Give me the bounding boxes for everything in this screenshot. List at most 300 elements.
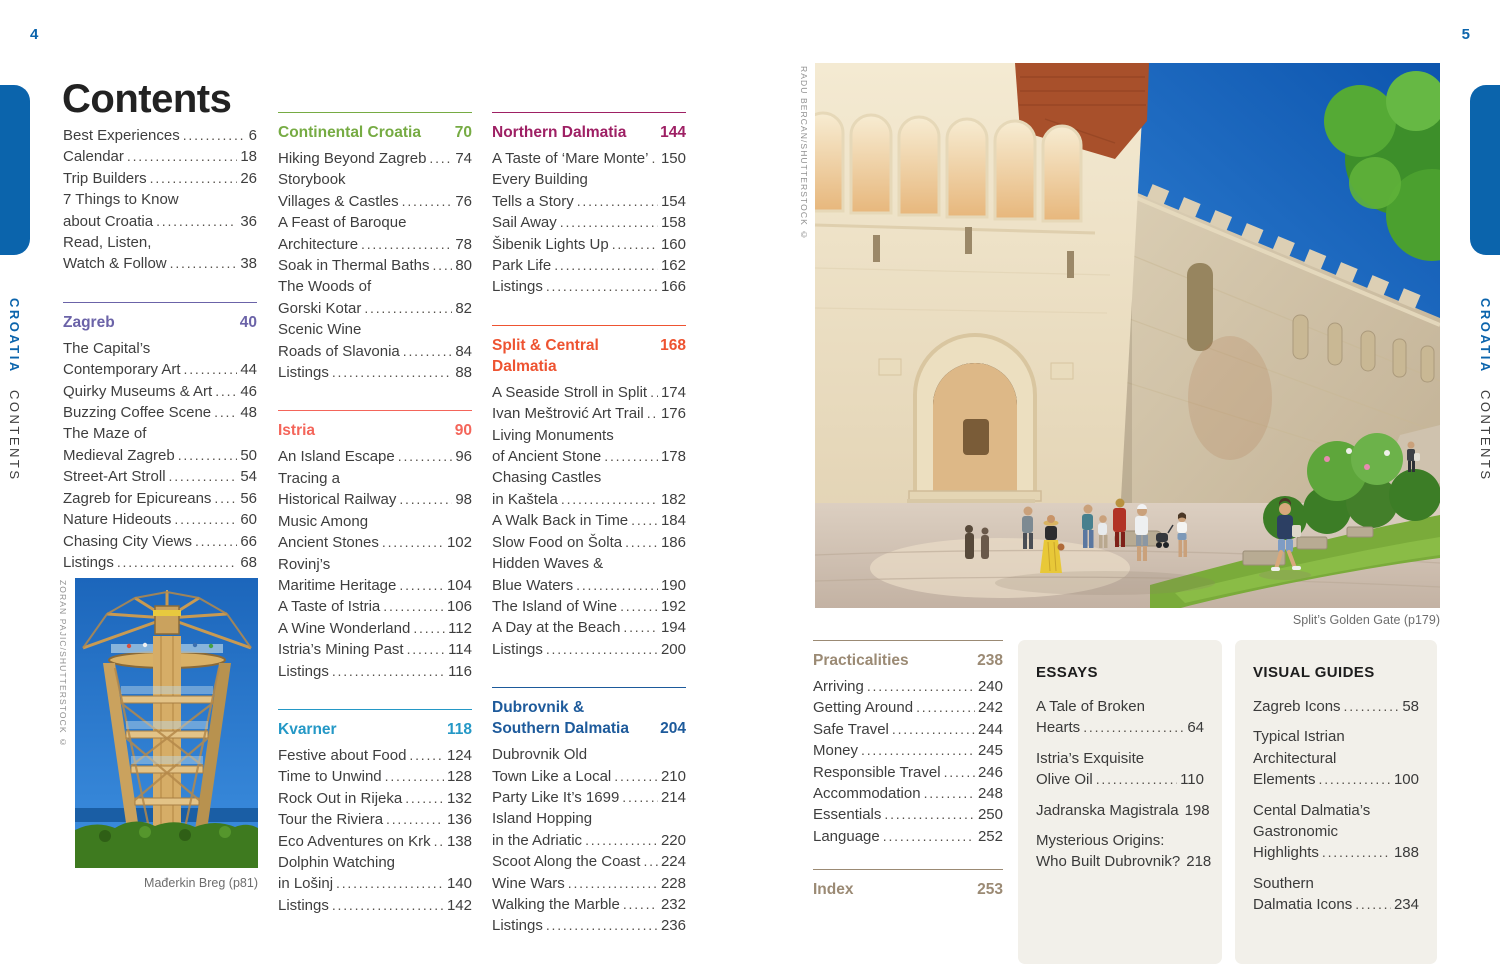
- entry-page-number: 50: [240, 446, 257, 464]
- toc-entry: Dolphin Watching in Lošinj ..... 140: [278, 852, 472, 895]
- dot-leader: [336, 873, 444, 894]
- section-heading: ESSAYS: [1036, 664, 1098, 681]
- toc-entry: Buzzing Coffee Scene ..... 48: [63, 402, 257, 423]
- dot-leader: [561, 489, 658, 510]
- dot-leader: [647, 403, 658, 424]
- toc-entry: Trip Builders ..... 26: [63, 168, 257, 189]
- northern-dalmatia-section: [492, 112, 686, 298]
- dot-leader: [585, 830, 658, 851]
- section-page-number: 118: [446, 720, 472, 738]
- toc-entry: Listings ..... 236: [492, 915, 686, 936]
- dot-leader: [1322, 842, 1391, 863]
- entry-page-number: 162: [660, 257, 686, 275]
- entry-page-number: 224: [660, 853, 686, 871]
- entry-page-number: 38: [240, 255, 257, 273]
- section-entries: [1036, 696, 1212, 873]
- dot-leader: [867, 676, 975, 697]
- toc-entry: Listings ..... 116: [278, 661, 472, 682]
- entry-page-number: 190: [660, 576, 686, 594]
- toc-entry: Rovinj’s Maritime Heritage ..... 104: [278, 554, 472, 597]
- left-sidebar-book-title: CROATIA: [7, 298, 22, 374]
- toc-entry: Calendar ..... 18: [63, 146, 257, 167]
- entry-page-number: 116: [448, 662, 472, 680]
- golden-gate-photo-credit: RADU BERCAN/SHUTTERSTOCK ©: [799, 66, 809, 241]
- toc-entry: The Island of Wine ..... 192: [492, 596, 686, 617]
- toc-column-4: [813, 640, 1003, 927]
- section-heading: Zagreb 40: [63, 313, 257, 331]
- entry-page-number: 248: [977, 785, 1003, 803]
- dubrovnik-southern-dalmatia-section: [492, 687, 686, 937]
- entry-page-number: 26: [240, 169, 257, 187]
- toc-entry: Listings ..... 68: [63, 552, 257, 573]
- dot-leader: [1344, 696, 1400, 717]
- entry-page-number: 124: [446, 746, 472, 764]
- zagreb-section: [63, 302, 257, 573]
- front-matter-section: [63, 125, 257, 275]
- dot-leader: [892, 719, 975, 740]
- section-entries: [813, 676, 1003, 847]
- entry-page-number: 6: [248, 127, 257, 144]
- entry-page-number: 188: [1393, 844, 1419, 862]
- dot-leader: [560, 212, 658, 233]
- dot-leader: [568, 873, 658, 894]
- entry-page-number: 250: [977, 806, 1003, 824]
- entry-page-number: 136: [446, 811, 472, 829]
- toc-entry: Listings ..... 88: [278, 362, 472, 383]
- section-divider: [63, 302, 257, 303]
- toc-entry: Typical Istrian Architectural Elements ..... 100: [1253, 726, 1419, 790]
- entry-page-number: 228: [660, 874, 686, 892]
- entry-page-number: 110: [1180, 771, 1204, 789]
- dot-leader: [332, 895, 444, 916]
- entry-page-number: 154: [660, 192, 686, 210]
- toc-entry: Soak in Thermal Baths ..... 80: [278, 255, 472, 276]
- toc-entry: Safe Travel ..... 244: [813, 719, 1003, 740]
- dot-leader: [429, 148, 452, 169]
- entry-page-number: 76: [455, 192, 472, 210]
- section-entries: [278, 148, 472, 383]
- section-page-number: 168: [660, 336, 686, 354]
- entry-page-number: 218: [1186, 853, 1212, 871]
- entry-page-number: 234: [1393, 896, 1419, 914]
- toc-entry: Sail Away ..... 158: [492, 212, 686, 233]
- dot-leader: [623, 894, 658, 915]
- entry-page-number: 132: [446, 789, 472, 807]
- dot-leader: [546, 639, 658, 660]
- toc-entry: Listings ..... 166: [492, 276, 686, 297]
- toc-entry: Quirky Museums & Art ..... 46: [63, 381, 257, 402]
- toc-entry: Listings ..... 142: [278, 895, 472, 916]
- toc-entry: A Feast of Baroque Architecture ..... 78: [278, 212, 472, 255]
- golden-gate-photo: [815, 63, 1440, 608]
- dot-leader: [622, 787, 658, 808]
- split-central-dalmatia-section: [492, 325, 686, 660]
- dot-leader: [884, 804, 975, 825]
- golden-gate-illustration: [815, 63, 1440, 608]
- entry-page-number: 74: [455, 150, 472, 167]
- entry-page-number: 68: [240, 553, 257, 571]
- entry-page-number: 106: [446, 598, 472, 616]
- entry-page-number: 56: [240, 489, 257, 507]
- dot-leader: [861, 740, 975, 761]
- dot-leader: [631, 510, 658, 531]
- section-heading: Index 253: [813, 881, 1003, 899]
- entry-page-number: 236: [660, 917, 686, 935]
- dot-leader: [434, 831, 444, 852]
- entry-page-number: 214: [660, 788, 686, 806]
- toc-entry: Wine Wars ..... 228: [492, 873, 686, 894]
- dot-leader: [650, 382, 658, 403]
- page-title: Contents: [62, 76, 232, 121]
- dot-leader: [620, 596, 658, 617]
- toc-entry: Street-Art Stroll ..... 54: [63, 466, 257, 487]
- toc-entry: Island Hopping in the Adriatic ..... 220: [492, 808, 686, 851]
- section-entries: [278, 745, 472, 916]
- section-entries: [492, 382, 686, 660]
- entry-page-number: 98: [455, 491, 472, 509]
- dot-leader: [614, 766, 658, 787]
- entry-page-number: 160: [660, 235, 686, 253]
- tower-illustration: [75, 578, 258, 868]
- section-entries: [278, 446, 472, 681]
- section-entries: [63, 125, 257, 275]
- entry-page-number: 46: [240, 382, 257, 400]
- toc-entry: Time to Unwind ..... 128: [278, 766, 472, 787]
- dot-leader: [398, 446, 453, 467]
- toc-entry: A Taste of Istria ..... 106: [278, 596, 472, 617]
- toc-entry: Language ..... 252: [813, 826, 1003, 847]
- section-heading: VISUAL GUIDES: [1253, 664, 1375, 681]
- practicalities-section: [813, 640, 1003, 847]
- right-page-number: 5: [1461, 26, 1470, 43]
- toc-entry: Hiking Beyond Zagreb ..... 74: [278, 148, 472, 169]
- toc-entry: Getting Around ..... 242: [813, 697, 1003, 718]
- dot-leader: [643, 851, 658, 872]
- left-chapter-tab: [0, 85, 30, 255]
- entry-page-number: 200: [660, 640, 686, 658]
- entry-page-number: 182: [660, 490, 686, 508]
- toc-entry: Hidden Waves & Blue Waters ..... 190: [492, 553, 686, 596]
- toc-entry: 7 Things to Know about Croatia ..... 36: [63, 189, 257, 232]
- entry-page-number: 244: [977, 720, 1003, 738]
- toc-entry: Music Among Ancient Stones ..... 102: [278, 511, 472, 554]
- toc-entry: Slow Food on Šolta ..... 186: [492, 532, 686, 553]
- dot-leader: [651, 148, 658, 169]
- dot-leader: [1083, 717, 1184, 738]
- section-page-number: 253: [977, 881, 1003, 899]
- kvarner-section: [278, 709, 472, 916]
- left-sidebar-section-title: CONTENTS: [7, 389, 22, 482]
- entry-page-number: 54: [240, 468, 257, 486]
- section-heading: Southern Dalmatia 204: [492, 720, 686, 738]
- dot-leader: [413, 618, 445, 639]
- toc-entry: Ivan Meštrović Art Trail ..... 176: [492, 403, 686, 424]
- entry-page-number: 246: [977, 763, 1003, 781]
- entry-page-number: 60: [240, 511, 257, 529]
- toc-entry: Jadranska Magistrala 198: [1036, 800, 1204, 821]
- section-divider: [492, 687, 686, 688]
- toc-entry: Responsible Travel ..... 246: [813, 762, 1003, 783]
- visual-guides-box: [1235, 640, 1437, 964]
- entry-page-number: 242: [977, 699, 1003, 717]
- section-divider: [278, 709, 472, 710]
- entry-page-number: 64: [1187, 719, 1204, 737]
- dot-leader: [604, 446, 658, 467]
- entry-page-number: 102: [446, 534, 472, 552]
- toc-entry: Cental Dalmatia’s Gastronomic Highlights ..... 188: [1253, 800, 1419, 864]
- toc-entry: A Walk Back in Time ..... 184: [492, 510, 686, 531]
- toc-entry: Money ..... 245: [813, 740, 1003, 761]
- dot-leader: [364, 298, 452, 319]
- section-heading: Dubrovnik &: [492, 699, 585, 717]
- toc-entry: Park Life ..... 162: [492, 255, 686, 276]
- toc-entry: Zagreb for Epicureans ..... 56: [63, 488, 257, 509]
- toc-entry: Storybook Villages & Castles ..... 76: [278, 169, 472, 212]
- entry-page-number: 96: [455, 448, 472, 466]
- left-page-number: 4: [30, 26, 39, 43]
- right-chapter-tab: [1470, 85, 1500, 255]
- entry-page-number: 176: [660, 405, 686, 423]
- toc-entry: Eco Adventures on Krk ..... 138: [278, 831, 472, 852]
- dot-leader: [214, 402, 237, 423]
- section-heading: Practicalities 238: [813, 652, 1003, 669]
- dot-leader: [546, 276, 658, 297]
- toc-entry: A Tale of Broken Hearts ..... 64: [1036, 696, 1204, 739]
- section-heading: Split & Central Dalmatia 168: [492, 336, 686, 375]
- entry-page-number: 178: [660, 448, 686, 466]
- dot-leader: [546, 915, 658, 936]
- toc-entry: Festive about Food ..... 124: [278, 745, 472, 766]
- section-heading: Istria 90: [278, 422, 472, 440]
- dot-leader: [385, 766, 444, 787]
- toc-entry: Living Monuments of Ancient Stone ..... 178: [492, 425, 686, 468]
- entry-page-number: 138: [446, 832, 472, 850]
- toc-entry: A Seaside Stroll in Split ..... 174: [492, 382, 686, 403]
- dot-leader: [399, 489, 452, 510]
- entry-page-number: 18: [240, 148, 257, 166]
- dot-leader: [944, 762, 975, 783]
- entry-page-number: 232: [660, 895, 686, 913]
- dot-leader: [403, 341, 453, 362]
- section-page-number: 204: [660, 720, 686, 738]
- entry-page-number: 66: [240, 532, 257, 550]
- entry-page-number: 58: [1402, 698, 1419, 715]
- right-sidebar-book-title: CROATIA: [1478, 298, 1493, 374]
- dot-leader: [623, 617, 658, 638]
- dot-leader: [554, 255, 658, 276]
- dot-leader: [386, 809, 444, 830]
- toc-entry: An Island Escape ..... 96: [278, 446, 472, 467]
- dot-leader: [402, 191, 453, 212]
- section-entries: [492, 744, 686, 937]
- dot-leader: [183, 125, 246, 146]
- dot-leader: [916, 697, 975, 718]
- toc-entry: Party Like It’s 1699 ..... 214: [492, 787, 686, 808]
- section-divider: [492, 325, 686, 326]
- toc-entry: Dubrovnik Old Town Like a Local ..... 210: [492, 744, 686, 787]
- right-sidebar-label: [1478, 298, 1493, 481]
- toc-column-3: [492, 112, 686, 964]
- entry-page-number: 82: [455, 299, 472, 317]
- toc-entry: A Taste of ‘Mare Monte’ ..... 150: [492, 148, 686, 169]
- dot-leader: [174, 509, 237, 530]
- entry-page-number: 128: [446, 768, 472, 786]
- dot-leader: [1355, 894, 1391, 915]
- toc-entry: Read, Listen, Watch & Follow ..... 38: [63, 232, 257, 275]
- dot-leader: [332, 661, 445, 682]
- toc-entry: Istria’s Mining Past ..... 114: [278, 639, 472, 660]
- toc-entry: Mysterious Origins: Who Built Dubrovnik? 218: [1036, 830, 1204, 873]
- section-divider: [813, 640, 1003, 641]
- entry-page-number: 48: [240, 404, 257, 422]
- toc-entry: Zagreb Icons ..... 58: [1253, 696, 1419, 717]
- toc-entry: The Woods of Gorski Kotar ..... 82: [278, 276, 472, 319]
- entry-page-number: 114: [448, 641, 472, 659]
- toc-entry: Essentials ..... 250: [813, 804, 1003, 825]
- toc-entry: Best Experiences ..... 6: [63, 125, 257, 146]
- tower-caption: Mađerkin Breg (p81): [144, 876, 258, 890]
- toc-entry: Tracing a Historical Railway ..... 98: [278, 468, 472, 511]
- dot-leader: [178, 445, 238, 466]
- toc-entry: Southern Dalmatia Icons ..... 234: [1253, 873, 1419, 916]
- dot-leader: [383, 596, 444, 617]
- dot-leader: [612, 234, 658, 255]
- toc-column-2: [278, 112, 472, 943]
- dot-leader: [405, 788, 444, 809]
- entry-page-number: 78: [455, 235, 472, 253]
- entry-page-number: 84: [455, 342, 472, 360]
- dot-leader: [407, 639, 445, 660]
- dot-leader: [195, 531, 237, 552]
- toc-entry: Nature Hideouts ..... 60: [63, 509, 257, 530]
- toc-entry: Šibenik Lights Up ..... 160: [492, 234, 686, 255]
- entry-page-number: 100: [1393, 771, 1419, 789]
- entry-page-number: 80: [455, 257, 472, 275]
- dot-leader: [361, 234, 452, 255]
- dot-leader: [332, 362, 452, 383]
- dot-leader: [382, 532, 444, 553]
- entry-page-number: 174: [660, 383, 686, 401]
- entry-page-number: 104: [446, 576, 472, 594]
- toc-entry: A Wine Wonderland ..... 112: [278, 618, 472, 639]
- entry-page-number: 210: [660, 767, 686, 785]
- tower-photo-credit: ZORAN PAJIC/SHUTTERSTOCK ©: [58, 580, 68, 749]
- dot-leader: [169, 466, 238, 487]
- dot-leader: [215, 381, 237, 402]
- dot-leader: [576, 575, 658, 596]
- entry-page-number: 198: [1184, 801, 1210, 819]
- toc-entry: Arriving ..... 240: [813, 676, 1003, 697]
- entry-page-number: 150: [660, 150, 686, 167]
- entry-page-number: 252: [977, 827, 1003, 845]
- section-page-number: 144: [660, 124, 686, 141]
- dot-leader: [577, 191, 658, 212]
- dot-leader: [184, 359, 238, 380]
- dot-leader: [170, 253, 238, 274]
- toc-entry: Chasing City Views ..... 66: [63, 531, 257, 552]
- toc-entry: Istria’s Exquisite Olive Oil ..... 110: [1036, 748, 1204, 791]
- entry-page-number: 36: [240, 212, 257, 230]
- section-heading: Northern Dalmatia 144: [492, 124, 686, 141]
- section-heading: Continental Croatia 70: [278, 124, 472, 141]
- toc-entry: Scoot Along the Coast ..... 224: [492, 851, 686, 872]
- dot-leader: [924, 783, 975, 804]
- entry-page-number: 112: [448, 619, 472, 637]
- toc-entry: The Maze of Medieval Zagreb ..... 50: [63, 423, 257, 466]
- section-entries: [1253, 696, 1419, 916]
- entry-page-number: 186: [660, 533, 686, 551]
- entry-page-number: 140: [446, 875, 472, 893]
- index-section: [813, 869, 1003, 900]
- toc-entry: Scenic Wine Roads of Slavonia ..... 84: [278, 319, 472, 362]
- dot-leader: [409, 745, 444, 766]
- section-divider: [492, 112, 686, 113]
- section-entries: [492, 148, 686, 298]
- dot-leader: [399, 575, 444, 596]
- dot-leader: [432, 255, 452, 276]
- toc-entry: Accommodation ..... 248: [813, 783, 1003, 804]
- section-entries: [63, 338, 257, 573]
- dot-leader: [127, 146, 237, 167]
- section-heading: Kvarner 118: [278, 720, 472, 738]
- entry-page-number: 220: [660, 831, 686, 849]
- entry-page-number: 240: [977, 678, 1003, 695]
- dot-leader: [150, 168, 238, 189]
- entry-page-number: 184: [660, 512, 686, 530]
- section-divider: [278, 112, 472, 113]
- entry-page-number: 44: [240, 361, 257, 379]
- entry-page-number: 194: [660, 619, 686, 637]
- section-divider: [278, 410, 472, 411]
- essays-section: [1036, 662, 1212, 873]
- entry-page-number: 142: [446, 896, 472, 914]
- toc-column-1: [63, 120, 257, 600]
- section-page-number: 40: [239, 313, 257, 331]
- toc-entry: Every Building Tells a Story ..... 154: [492, 169, 686, 212]
- section-page-number: 70: [454, 124, 472, 141]
- dot-leader: [1096, 769, 1177, 790]
- golden-gate-caption: Split’s Golden Gate (p179): [1292, 613, 1440, 627]
- left-sidebar-label: [7, 298, 22, 481]
- entry-page-number: 166: [660, 278, 686, 296]
- visual-guides-section: [1253, 662, 1419, 916]
- tower-photo: [75, 578, 258, 868]
- essays-box: [1018, 640, 1222, 964]
- dot-leader: [214, 488, 237, 509]
- entry-page-number: 245: [977, 742, 1003, 760]
- toc-entry: A Day at the Beach ..... 194: [492, 617, 686, 638]
- dot-leader: [156, 211, 237, 232]
- section-page-number: 238: [977, 652, 1003, 669]
- toc-entry: Chasing Castles in Kaštela ..... 182: [492, 467, 686, 510]
- dot-leader: [1319, 769, 1391, 790]
- bushes: [75, 821, 258, 868]
- dot-leader: [117, 552, 237, 573]
- istria-section: [278, 410, 472, 681]
- right-sidebar-section-title: CONTENTS: [1478, 389, 1493, 482]
- toc-entry: Tour the Riviera ..... 136: [278, 809, 472, 830]
- continental-croatia-section: [278, 112, 472, 383]
- toc-entry: Rock Out in Rijeka ..... 132: [278, 788, 472, 809]
- entry-page-number: 88: [455, 364, 472, 382]
- section-page-number: 90: [454, 422, 472, 440]
- toc-entry: Listings ..... 200: [492, 639, 686, 660]
- toc-entry: Walking the Marble ..... 232: [492, 894, 686, 915]
- entry-page-number: 158: [660, 214, 686, 232]
- toc-entry: The Capital’s Contemporary Art ..... 44: [63, 338, 257, 381]
- entry-page-number: 192: [660, 597, 686, 615]
- dot-leader: [883, 826, 975, 847]
